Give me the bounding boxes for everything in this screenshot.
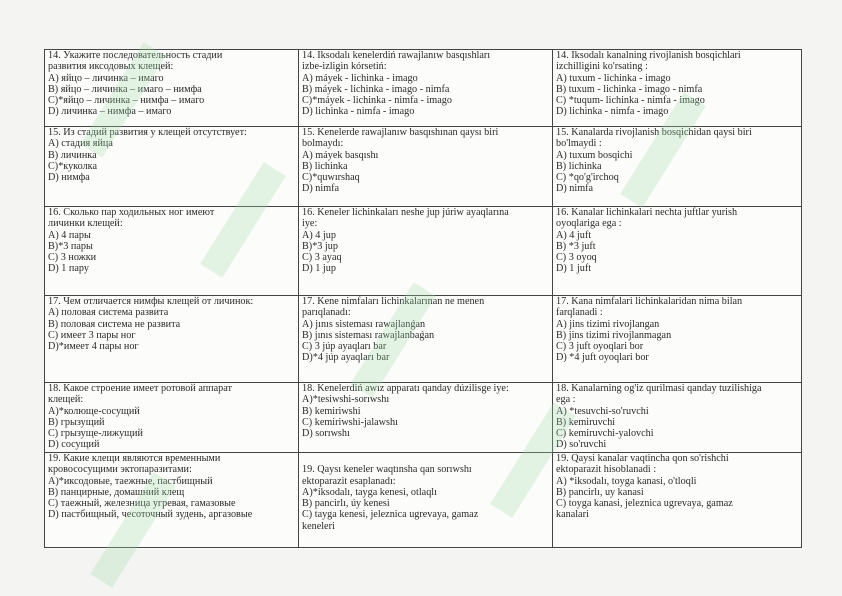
- question-cell-uzbek: [553, 296, 802, 383]
- question-line: ega :: [556, 394, 576, 406]
- question-line: B) панцирные, домашний клещ: [48, 486, 185, 498]
- question-line: B) половая система не развита: [48, 318, 181, 330]
- question-line: B) tuxum - lichinka - imago - nimfa: [556, 83, 703, 95]
- question-cell-russian: [45, 50, 299, 127]
- question-text: 16. Сколько пар ходильных ног имеют: [48, 207, 215, 218]
- question-cell-uzbek: [553, 127, 802, 207]
- question-line: C) 3 oyoq: [556, 252, 597, 264]
- question-line: B)*3 пары: [48, 240, 93, 252]
- question-cell-russian: [45, 296, 299, 383]
- question-row: [45, 50, 802, 127]
- question-line: D) личинка – нимфа – имаго: [48, 106, 172, 118]
- question-cell-karakalpak: [299, 383, 553, 453]
- question-line: B) pancirlı, úy kenesi: [302, 498, 390, 510]
- question-line: D) lichinka - nimfa - imago: [302, 106, 415, 118]
- question-line: личинки клещей:: [48, 218, 123, 230]
- question-line: C) 3 ножки: [48, 252, 97, 264]
- question-text: 17. Kana nimfalari lichinkalaridan nima bilan: [556, 296, 743, 307]
- question-line: C) грызуще-лижущий: [48, 428, 143, 440]
- question-line: B) jins tizimi rivojlanmagan: [556, 329, 672, 341]
- question-row: [45, 296, 802, 383]
- question-line: A)*iksodalı, tayga kenesi, otlaqlı: [302, 486, 437, 498]
- question-line: oyoqlariga ega :: [556, 218, 622, 230]
- question-cell-uzbek: [553, 453, 802, 548]
- question-line: B)*3 jup: [302, 240, 338, 252]
- question-cell-uzbek: [553, 207, 802, 296]
- question-row: [45, 127, 802, 207]
- question-cell-karakalpak: [299, 127, 553, 207]
- question-line: ektoparazit hisoblanadi :: [556, 464, 657, 476]
- question-line: C)*quwırshaq: [302, 172, 360, 184]
- question-line: D)*4 júp ayaqları bar: [302, 352, 390, 364]
- question-line: A)*tesiwshi-sorıwshı: [302, 394, 390, 406]
- question-line: bolmaydı:: [302, 138, 344, 150]
- question-line: ektoparazit esaplanadı:: [302, 475, 396, 487]
- question-line: A) tuxum - lichinka - imago: [556, 72, 671, 84]
- question-line: C) kemiriwshi-jalawshı: [302, 416, 398, 428]
- question-line: A) 4 juft: [556, 229, 592, 241]
- question-line: C)*куколка: [48, 160, 97, 172]
- question-line: keneleri: [302, 520, 335, 532]
- question-line: iye:: [302, 218, 318, 230]
- question-line: C) kemiruvchi-yalovchi: [556, 428, 654, 440]
- question-line: izchilligini ko'rsating :: [556, 61, 648, 73]
- question-line: A) стадия яйца: [48, 138, 113, 150]
- question-cell-russian: [45, 127, 299, 207]
- question-line: C)*máyek - lichinka - nimfa - imago: [302, 95, 452, 107]
- question-line: A) яйцо – личинка – имаго: [48, 72, 164, 84]
- question-text: 16. Kanalar lichinkalari nechta juftlar yurish: [556, 207, 738, 218]
- question-line: B) личинка: [48, 149, 97, 161]
- question-row: [45, 383, 802, 453]
- question-line: D)*имеет 4 пары ног: [48, 341, 139, 353]
- question-text: 15. Kanalarda rivojlanish bosqichidan qaysi biri: [556, 127, 752, 138]
- question-line: C) таежный, железница угревая, гамазовые: [48, 498, 236, 510]
- question-text: 18. Какое строение имеет ротовой аппарат: [48, 383, 232, 394]
- question-line: A) 4 пары: [48, 229, 91, 241]
- question-cell-russian: [45, 383, 299, 453]
- question-text: 19. Qaysi kanalar vaqtincha qon so'rishchi: [556, 453, 729, 464]
- question-row: [45, 207, 802, 296]
- question-text: 15. Kenelerde rawajlanıw basqıshınan qaysı biri: [302, 127, 499, 138]
- question-line: B) kemiriwshi: [302, 405, 361, 417]
- question-line: B) jınıs sisteması rawajlanbaǵan: [302, 329, 435, 341]
- question-line: D) nimfa: [556, 183, 594, 195]
- question-line: izbe-izligin kórsetiń:: [302, 61, 387, 73]
- question-line: parıqlanadı:: [302, 307, 351, 319]
- question-cell-karakalpak: [299, 453, 553, 548]
- question-cell-karakalpak: [299, 207, 553, 296]
- question-line: A) jins tizimi rivojlangan: [556, 318, 660, 330]
- question-text: 15. Из стадий развития у клещей отсутствует:: [48, 127, 247, 138]
- question-line: D) nimfa: [302, 183, 340, 195]
- question-line: D) 1 jup: [302, 263, 336, 275]
- question-line: развития иксодовых клещей:: [48, 61, 174, 73]
- question-line: D) нимфа: [48, 172, 90, 184]
- question-line: A) половая система развита: [48, 307, 169, 319]
- question-text: 14. Укажите последовательность стадии: [48, 50, 223, 61]
- question-line: B) яйцо – личинка – имаго – нимфа: [48, 83, 202, 95]
- question-line: 19. Qaysı keneler waqtınsha qan sorıwshı: [302, 464, 472, 476]
- question-line: C) 3 júp ayaqları bar: [302, 341, 387, 353]
- question-line: A) jınıs sisteması rawajlanǵan: [302, 318, 426, 330]
- questions-table: [44, 49, 802, 548]
- question-line: D) so'ruvchi: [556, 439, 607, 451]
- question-line: C) *tuqum- lichinka - nimfa - imago: [556, 95, 705, 107]
- question-line: C)*яйцо – личинка – нимфа – имаго: [48, 95, 205, 107]
- question-line: A) *tesuvchi-so'ruvchi: [556, 405, 649, 417]
- question-line: bo'lmaydi :: [556, 138, 602, 150]
- question-line: A)*колюще-сосущий: [48, 405, 140, 417]
- questions-table-body: [45, 50, 802, 548]
- question-text: [302, 453, 549, 464]
- question-line: C) toyga kanasi, jeleznica ugrevaya, gamaz: [556, 498, 733, 510]
- question-cell-uzbek: [553, 50, 802, 127]
- question-line: D) пастбищный, чесоточный зудень, аргазовые: [48, 509, 253, 521]
- question-text: 18. Kanalarning og'iz qurilmasi qanday tuzilishiga: [556, 383, 762, 394]
- question-text: 19. Какие клещи являются временными: [48, 453, 221, 464]
- question-line: kanalari: [556, 509, 589, 521]
- question-line: D) сосущий: [48, 439, 100, 451]
- question-line: клещей:: [48, 394, 84, 406]
- question-line: B) грызущий: [48, 416, 105, 428]
- question-line: A) 4 jup: [302, 229, 336, 241]
- question-line: C) имеет 3 пары ног: [48, 329, 136, 341]
- question-line: C) *qo'g'irchoq: [556, 172, 619, 184]
- question-text: 16. Keneler lichinkaları neshe jup júriw ayaqlarına: [302, 207, 509, 218]
- question-line: A) máyek basqıshı: [302, 149, 379, 161]
- question-text: 17. Чем отличается нимфы клещей от личинок:: [48, 296, 254, 307]
- question-text: 14. Iksodalı kanalning rivojlanish bosqichlari: [556, 50, 741, 61]
- question-cell-uzbek: [553, 383, 802, 453]
- question-line: D) *4 juft oyoqlari bor: [556, 352, 649, 364]
- question-line: B) lichinka: [556, 160, 602, 172]
- question-line: B) kemiruvchi: [556, 416, 616, 428]
- question-line: B) pancirlı, uy kanasi: [556, 486, 644, 498]
- question-line: A) *iksodalı, toyga kanasi, o'tloqli: [556, 475, 697, 487]
- question-row: [45, 453, 802, 548]
- question-line: D) 1 juft: [556, 263, 592, 275]
- question-cell-russian: [45, 207, 299, 296]
- question-line: B) máyek - lichinka - imago - nimfa: [302, 83, 450, 95]
- question-line: A)*иксодовые, таежные, пастбищный: [48, 475, 213, 487]
- question-line: C) 3 ayaq: [302, 252, 342, 264]
- question-cell-karakalpak: [299, 50, 553, 127]
- question-line: A) tuxum bosqichi: [556, 149, 633, 161]
- question-cell-russian: [45, 453, 299, 548]
- question-line: D) lichinka - nimfa - imago: [556, 106, 669, 118]
- question-line: D) sorıwshı: [302, 428, 350, 440]
- question-cell-karakalpak: [299, 296, 553, 383]
- question-text: 14. Iksodalı kenelerdiń rawajlanıw basqıshları: [302, 50, 491, 61]
- question-text: 18. Kenelerdiń awız apparatı qanday dúzilisge iye:: [302, 383, 509, 394]
- question-line: B) *3 juft: [556, 240, 596, 252]
- question-line: D) 1 пару: [48, 263, 89, 275]
- question-line: farqlanadi :: [556, 307, 603, 319]
- question-line: C) 3 juft oyoqlari bor: [556, 341, 644, 353]
- question-line: кровососущими эктопаразитами:: [48, 464, 192, 476]
- question-line: B) lichinka: [302, 160, 348, 172]
- question-line: C) tayga kenesi, jeleznica ugrevaya, gamaz: [302, 509, 479, 521]
- question-text: 17. Kene nimfaları lichinkalarınan ne menen: [302, 296, 485, 307]
- question-line: A) máyek - lichinka - imago: [302, 72, 418, 84]
